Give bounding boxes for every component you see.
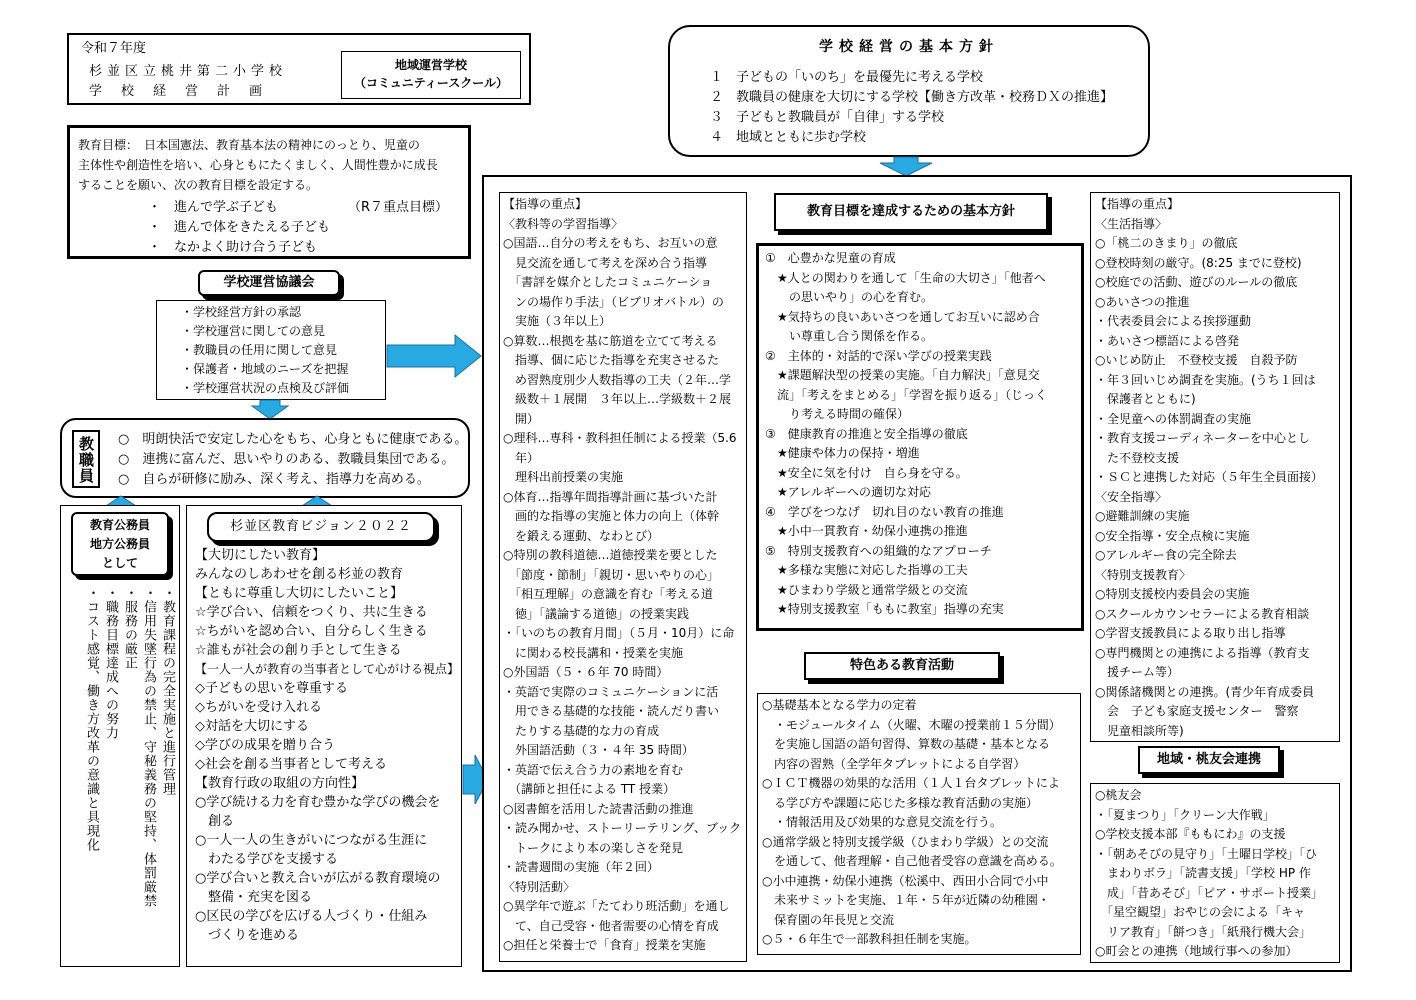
guidance-line: ○安全指導・安全点検に実施 [1095,528,1250,543]
community-line: 「星空観望」おやじの会による「キャ [1095,905,1306,919]
basic-line: ★アレルギーへの適切な対応 [765,485,931,499]
teaching-line: 見交流を通して考えを深め合う指導 [503,255,708,270]
guidance-line: ○避難訓練の実施 [1095,509,1190,523]
basic-line: の思いやり」の心を育む。 [765,290,934,304]
teaching-line: ○特別の教科道徳…道徳授業を要とした [503,548,718,562]
vision-line: 整備・充実を図る [195,890,313,905]
staff-item: ○ 自らが研修に励み、深く考え、指導力を高める。 [118,472,430,487]
teaching-line: （講師と担任による TT 授業） [503,782,676,796]
guidance-line: ・あいさつ標語による啓発 [1095,333,1240,348]
vision-line: ◇ちがいを受け入れる [195,700,322,715]
staff-item: ○ 連携に富んだ、思いやりのある、教職員集団である。 [118,452,455,467]
guidance-line: ○専門機関との連携による指導（教育支 [1095,645,1310,660]
featured-line: ○通常学級と特別支援学級（ひまわり学級）との交流 [762,834,1049,849]
featured-line: ○基礎基本となる学力の定着 [762,698,917,712]
guidance-line: ○スクールカウンセラーによる教育相談 [1095,606,1310,621]
featured-line: 内容の習熟（全学年タブレットによる自学習） [762,756,1026,771]
basic-policy-title: 学校経営の基本方針 [819,39,999,55]
teaching-line: 画的な指導の実施と体力の向上（体幹 [503,509,720,523]
vision-line: 創る [195,814,235,829]
basic-line: ★課題解決型の授業の実施。「自力解決」「意見交 [765,368,1040,382]
vision-line: ○学び続ける力を育む豊かな学びの機会を [195,795,441,810]
goal-item: ・ 進んで体をきたえる子ども [148,220,331,235]
teaching-line: ○外国語（５・６年 70 時間） [503,665,669,679]
goal-item: ・ 進んで学ぶ子ども [148,200,279,215]
teaching-line: 実施（３年以上） [503,314,612,328]
vision-line: みんなのしあわせを創る杉並の教育 [195,567,404,582]
teaching-line: ・英語で実際のコミュニケーションに活 [503,684,719,699]
community-school-badge [341,51,521,99]
guidance-line: ○校庭での活動、遊びのルールの徹底 [1095,275,1298,289]
community-line: ・「朝あそびの見守り」「土曜日学校」「ひ [1095,846,1318,861]
basic-line: ★ひまわり学級と通常学級との交流 [765,582,968,597]
basic-line: ③ 健康教育の推進と安全指導の徹底 [765,426,968,441]
teaching-line: 〈特別活動〉 [503,879,576,894]
staff-box [60,418,470,498]
guidance-line: ○学習支援教員による取り出し指導 [1095,626,1286,640]
basic-lines [765,249,1083,620]
basic-principles-box [756,243,1084,631]
basic-policy-box [668,25,1150,157]
guidance-line: ○関係諸機関との連携。(青少年育成委員 [1095,684,1315,699]
featured-line: 未来サミットを実施、１年・５年が近隣の幼稚園・ [762,893,1050,907]
basic-principles-title: 教育目標を達成するための基本方針 [774,193,1048,231]
teaching-line: トークにより本の楽しさを発見 [503,840,684,855]
down-arrow-icon [250,400,290,420]
teaching-line: ○国語…自分の考えをもち、お互いの意 [503,236,718,250]
basic-line: い尊重し合う関係を作る。 [765,329,934,343]
teaching-line: ・読み聞かせ、ストーリーテリング、ブック [503,821,742,835]
basic-line: ⑤ 特別支援教育への組織的なアプローチ [765,543,992,558]
civil-item: ・職務目標達成への努力 [103,586,118,740]
civil-servant-title [71,512,169,576]
teaching-line: 開） [503,411,540,426]
civil-item: ・コスト感覚、働き方改革の意識と具現化 [84,586,99,852]
council-title: 学校運営協議会 [198,270,340,296]
school-name: 杉並区立桃井第二小学校 [89,64,288,79]
civil-item: ・服務の厳正 [122,586,137,670]
vision-line: ◇社会を創る当事者として考える [195,757,387,772]
guidance-line: ○登校時刻の厳守。(8:25 までに登校) [1095,255,1302,270]
guidance-line: 児童相談所等) [1095,723,1184,738]
featured-line: ○小中連携・幼保小連携（松溪中、西田小合同で小中 [762,873,1049,888]
vision-line: 【一人一人が教育の当事者として心がける視点】 [195,662,460,676]
teaching-line: ・「いのちの教育月間」（５月・10月）に命 [503,626,735,640]
goal-focus: （R７重点目標） [348,200,449,215]
teaching-line: 【指導の重点】 [503,197,588,211]
goal-item: ・ なかよく助け合う子ども [148,240,318,255]
featured-lines [762,696,1080,950]
council-item: ・学校運営状況の点検及び評価 [181,381,350,395]
guidance-line: ○アレルギー食の完全除去 [1095,548,1237,562]
featured-line: を実施し国語の語句習得、算数の基礎・基本となる [762,737,1051,751]
basic-line: ② 主体的・対話的で深い学びの授業実践 [765,348,992,363]
civil-item: ・信用失墜行為の禁止、守秘義務の堅持、体罰厳禁 [141,586,156,908]
down-arrow-icon [878,157,934,177]
teaching-line: ・読書週間の実施（年２回） [503,860,660,874]
basic-line: り考える時間の確保） [765,407,910,421]
featured-line: ○ＩＣＴ機器の効果的な活用（１人１台タブレットによ [762,776,1060,790]
teaching-line: ・英語で伝え合う力の素地を育む [503,762,684,777]
community-line: ○桃友会 [1095,788,1142,802]
teaching-line: を鍛える運動、なわとび） [503,528,660,543]
guidance-line: ○あいさつの推進 [1095,294,1190,309]
basic-line: ★小中一貫教育・幼保小連携の推進 [765,524,968,538]
teaching-line: ○算数…根拠を基に筋道を立てて考える [503,333,718,348]
goal-line: 教育目標： 日本国憲法、教育基本法の精神にのっとり、児童の [78,138,420,152]
teaching-line: ○理科…専科・教科担任制による授業（5.6 [503,431,737,445]
staff-item: ○ 明朗快活で安定した心をもち、心身ともに健康である。 [118,432,468,447]
guidance-box [1090,192,1340,742]
policy-item: ４ 地域とともに歩む学校 [710,130,867,145]
civil-title-line: 地方公務員 [89,537,150,551]
community-line: ・「夏まつり」「クリーン大作戦」 [1095,807,1275,822]
teaching-line: ンの場作り手法」（ビブリオバトル）の [503,294,724,309]
community-box [1090,783,1340,963]
education-goal-box [67,125,471,259]
vision-line: ☆誰もが社会の創り手として生きる [195,643,402,658]
basic-line: ★多様な実態に対応した指導の工夫 [765,563,968,577]
teaching-line: ○異学年で遊ぶ「たてわり班活動」を通し [503,899,730,913]
basic-line: 流」「考えをまとめる」「学習を振り返る」（じっく [765,387,1048,402]
guidance-line: ・教育支援コーディネーターを中心とし [1095,431,1311,445]
featured-line: を通して、他者理解・自己他者受容の意識を高める。 [762,854,1062,868]
council-item: ・学校運営に関しての意見 [181,324,326,338]
basic-line: ★健康や体力の保持・増進 [765,446,920,460]
civil-servant-box [60,505,180,967]
guidance-line: ○特別支援校内委員会の実施 [1095,587,1250,601]
basic-line: ★気持ちの良いあいさつを通してお互いに認め合 [765,309,1040,324]
goal-line: 主体性や創造性を培い、心身ともにたくましく、人間性豊かに成長 [78,158,438,172]
header-box [67,33,531,105]
teaching-line: 「節度・節制」「親切・思いやりの心」 [503,567,720,582]
council-box [156,300,386,400]
vision-line: ◇子どもの思いを尊重する [195,681,348,696]
teaching-line: 徳」「議論する道徳」の授業実践 [503,606,690,621]
vision-line: 【教育行政の取組の方向性】 [195,776,365,791]
featured-line: ・モジュールタイム（火曜、木曜の授業前１５分間） [762,717,1061,732]
teaching-line: 用できる基礎的な技能・読んだり書い [503,704,720,718]
community-line: 成」「昔あそび」「ピア・サポート授業」 [1095,885,1324,900]
guidance-line: ○「桃二のきまり」の徹底 [1095,236,1238,250]
guidance-line: 会 子ども家庭支援センター 警察 [1095,704,1299,718]
plan-year: 令和７年度 [81,41,147,56]
featured-line: ・情報活用及び効果的な意見交流を行う。 [762,815,1003,829]
vision-title: 杉並区教育ビジョン２０２２ [207,512,435,542]
featured-title: 特色ある教育活動 [804,652,1000,680]
community-line: ○町会との連携（地域行事への参加） [1095,944,1298,958]
guidance-line: ・代表委員会による挨拶運動 [1095,314,1252,328]
vision-line: ◇学びの成果を贈り合う [195,738,335,753]
civil-title-line: 教育公務員 [89,518,150,532]
community-line: まわりボラ」「読書支援」「学校 HP 作 [1095,866,1311,880]
teaching-line: 年） [503,450,540,465]
guidance-lines [1095,195,1339,741]
guidance-line: ・年３回いじめ調査を実施。(うち１回は [1095,372,1316,387]
plan-title: 学 校 経 営 計 画 [89,84,266,99]
teaching-line: め習熟度別少人数指導の工夫（２年…学 [503,372,732,387]
vision-line: ○学び合いと教え合いが広がる教育環境の [195,871,441,886]
teaching-line: 級数＋１展開 ３年以上…学級数＋２展 [503,392,732,406]
teaching-line: ○図書館を活用した読書活動の推進 [503,801,694,816]
vision-line: 【ともに尊重し大切にしたいこと】 [195,586,404,601]
guidance-line: ○いじめ防止 不登校支援 自殺予防 [1095,353,1298,367]
vision-line: ○区民の学びを広げる人づくり・仕組み [195,909,428,924]
guidance-line: 〈特別支援教育〉 [1095,567,1192,582]
guidance-line: 援チーム等） [1095,665,1180,679]
council-item: ・教職員の任用に関して意見 [181,343,338,357]
basic-line: ① 心豊かな児童の育成 [765,251,896,265]
basic-line: ★特別支援教室「ももに教室」指導の充実 [765,602,1004,616]
teaching-line: ○担任と栄養士で「食育」授業を実施 [503,938,706,952]
council-item: ・保護者・地域のニーズを把握 [181,362,349,376]
badge-line1: 地域運営学校 [394,58,467,72]
basic-line: ★安全に気を付け 自ら身を守る。 [765,465,968,480]
featured-line: る学び方や課題に応じた多様な教育活動の実施） [762,795,1039,810]
civil-columns [65,586,175,958]
guidance-line: 保護者とともに) [1095,392,1196,406]
community-line: リア教育」「餅つき」「紙飛行機大会」 [1095,924,1312,939]
featured-box [757,693,1081,955]
guidance-line: ・ＳＣと連携した対応（５年生全員面接） [1095,470,1324,484]
teaching-line: 「書評を媒介としたコミュニケーショ [503,275,713,289]
teaching-line: 理科出前授業の実施 [503,470,624,484]
civil-item: ・教育課程の完全実施と進行管理 [160,586,175,796]
vision-line: ◇対話を大切にする [195,719,309,734]
featured-line: 保育園の年長児と交流 [762,912,895,927]
guidance-line: た不登校支援 [1095,450,1180,465]
right-arrow-icon [387,335,483,379]
policy-item: ２ 教職員の健康を大切にする学校【働き方改革・校務ＤＸの推進】 [710,90,1114,105]
featured-line: ○５・６年生で一部教科担任制を実施。 [762,932,977,946]
teaching-lines [503,195,747,956]
teaching-line: 「相互理解」の意識を育む「考える道 [503,587,714,601]
teaching-line: て、自己受容・他者需要の心情を育成 [503,918,719,933]
teaching-line: ○体育…指導年間指導計画に基づいた計 [503,489,718,504]
vision-line: わたる学びを支援する [195,852,339,867]
teaching-line: たりする基礎的な力の育成 [503,723,660,738]
vision-line: づくりを進める [195,928,300,943]
vision-lines [195,546,459,945]
civil-title-line: として [101,556,138,570]
guidance-line: 【指導の重点】 [1095,197,1180,211]
badge-line2: （コミュニティースクール） [354,76,508,90]
staff-label: 教職員 [72,430,100,488]
vision-line: ☆学び合い、信頼をつくり、共に生きる [195,605,428,620]
goal-line: することを願い、次の教育目標を設定する。 [78,178,319,192]
community-lines [1095,786,1339,962]
guidance-line: ・全児童への体罰調査の実施 [1095,411,1252,426]
guidance-line: 〈生活指導〉 [1095,216,1168,231]
vision-line: ○一人一人の生きがいにつながる生涯に [195,833,428,848]
vision-box [186,505,462,967]
basic-line: ★人との関わりを通して「生命の大切さ」「他者へ [765,270,1046,285]
community-title: 地域・桃友会連携 [1138,746,1280,774]
teaching-line: 〈教科等の学習指導〉 [503,216,624,231]
teaching-line: 外国語活動（３・４年 35 時間） [503,743,694,757]
policy-item: ３ 子どもと教職員が「自律」する学校 [710,110,945,125]
teaching-box [499,192,747,962]
vision-line: 【大切にしたい教育】 [195,548,326,563]
teaching-line: に関わる校長講和・授業を実施 [503,645,684,660]
policy-item: １ 子どもの「いのち」を最優先に考える学校 [710,70,984,85]
community-line: ○学校支援本部『ももにわ』の支援 [1095,827,1286,841]
basic-line: ④ 学びをつなげ 切れ目のない教育の推進 [765,504,1004,519]
vision-line: ☆ちがいを認め合い、自分らしく生きる [195,624,428,639]
council-item: ・学校経営方針の承認 [181,305,302,319]
guidance-line: 〈安全指導〉 [1095,489,1168,504]
teaching-line: 指導、個に応じた指導を充実させるた [503,353,720,367]
